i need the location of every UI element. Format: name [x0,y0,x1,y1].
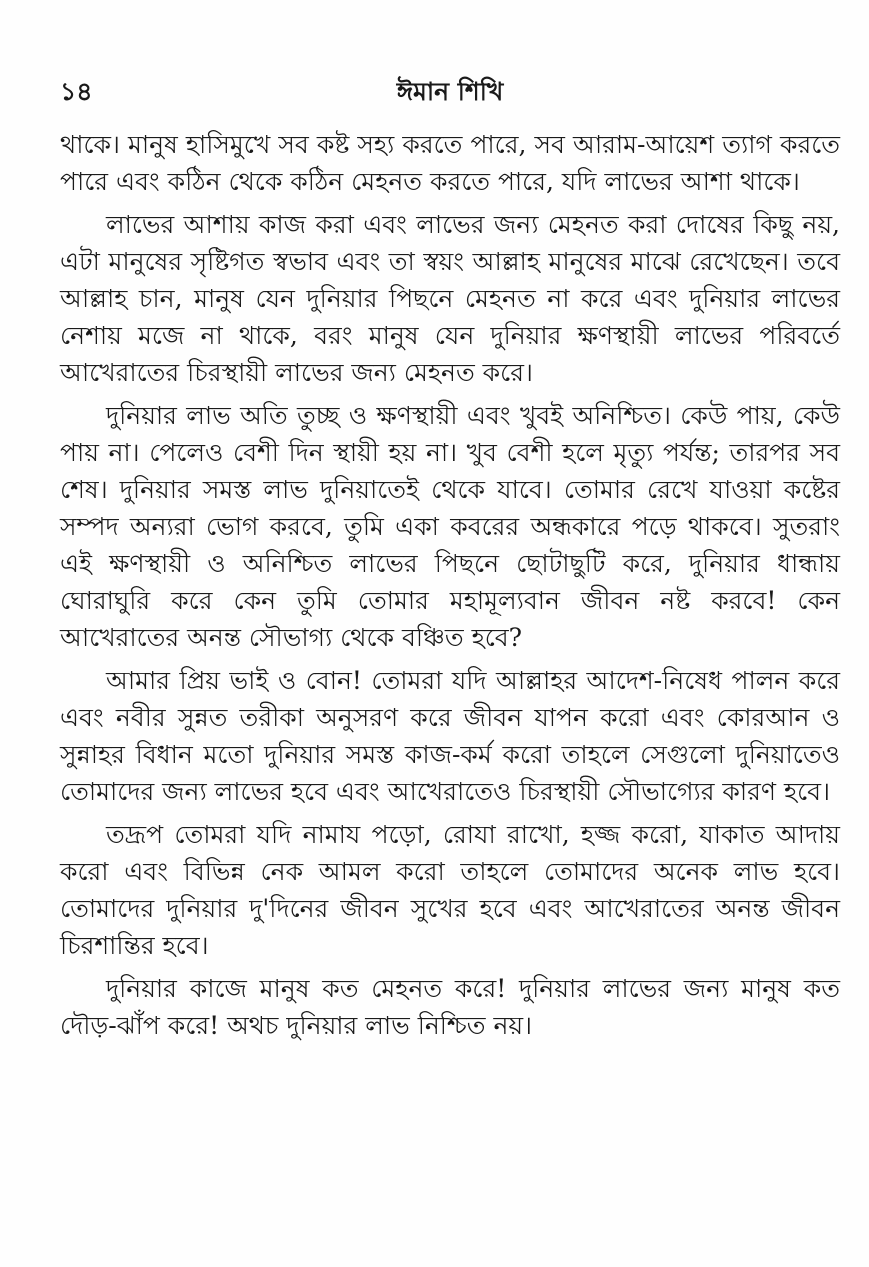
paragraph: আমার প্রিয় ভাই ও বোন! তোমরা যদি আল্লাহর আদেশ-নিষেধ পালন করে এবং নবীর সুন্নত তরীকা অনুসরণ করে জীবন যাপন করো এবং কোরআন ও সুন্নাহর বিধান মতো দুনিয়ার সমস্ত কাজ-কর্ম করো তাহলে সেগুলো দুনিয়াতেও তোমাদের জন্য লাভের হবে এবং আখেরাতেও চিরস্থায়ী সৌভাগ্যের কারণ হবে। [60,666,840,806]
page-number: ১৪ [60,77,93,106]
paragraph: দুনিয়ার লাভ অতি তুচ্ছ ও ক্ষণস্থায়ী এবং খুবই অনিশ্চিত। কেউ পায়, কেউ পায় না। পেলেও বেশী দিন স্থায়ী হয় না। খুব বেশী হলে মৃত্যু পর্যন্ত; তারপর সব শেষ। দুনিয়ার সমস্ত লাভ দুনিয়াতেই থেকে যাবে। তোমার রেখে যাওয়া কষ্টের সম্পদ অন্যরা ভোগ করবে, তুমি একা কবরের অন্ধকারে পড়ে থাকবে। সুতরাং এই ক্ষণস্থায়ী ও অনিশ্চিত লাভের পিছনে ছোটাছুটি করে, দুনিয়ার ধান্ধায় ঘোরাঘুরি করে কেন তুমি তোমার মহামূল্যবান জীবন নষ্ট করবে! কেন আখেরাতের অনন্ত সৌভাগ্য থেকে বঞ্চিত হবে? [60,401,840,652]
paragraph: লাভের আশায় কাজ করা এবং লাভের জন্য মেহনত করা দোষের কিছু নয়, এটা মানুষের সৃষ্টিগত স্বভাব এবং তা স্বয়ং আল্লাহ মানুষের মাঝে রেখেছেন। তবে আল্লাহ চান, মানুষ যেন দুনিয়ার পিছনে মেহনত না করে এবং দুনিয়ার লাভের নেশায় মজে না থাকে, বরং মানুষ যেন দুনিয়ার ক্ষণস্থায়ী লাভের পরিবর্তে আখেরাতের চিরস্থায়ী লাভের জন্য মেহনত করে। [60,210,840,387]
paragraph: তদ্রূপ তোমরা যদি নামায পড়ো, রোযা রাখো, হজ্জ করো, যাকাত আদায় করো এবং বিভিন্ন নেক আমল করো তাহলে তোমাদের অনেক লাভ হবে। তোমাদের দুনিয়ার দু'দিনের জীবন সুখের হবে এবং আখেরাতের অনন্ত জীবন চিরশান্তির হবে। [60,820,840,960]
body-text [60,126,840,1044]
paragraph-continuation: থাকে। মানুষ হাসিমুখে সব কষ্ট সহ্য করতে পারে, সব আরাম-আয়েশ ত্যাগ করতে পারে এবং কঠিন থেকে কঠিন মেহনত করতে পারে, যদি লাভের আশা থাকে। [60,130,840,196]
running-title: ঈমান শিখি [396,77,504,106]
paragraph-cut-off: দুনিয়ার কাজে মানুষ কত মেহনত করে! দুনিয়ার লাভের জন্য মানুষ কত দৌড়-ঝাঁপ করে! অথচ দুনিয়ার লাভ নিশ্চিত নয়। [60,974,840,1040]
page-header [60,72,840,112]
